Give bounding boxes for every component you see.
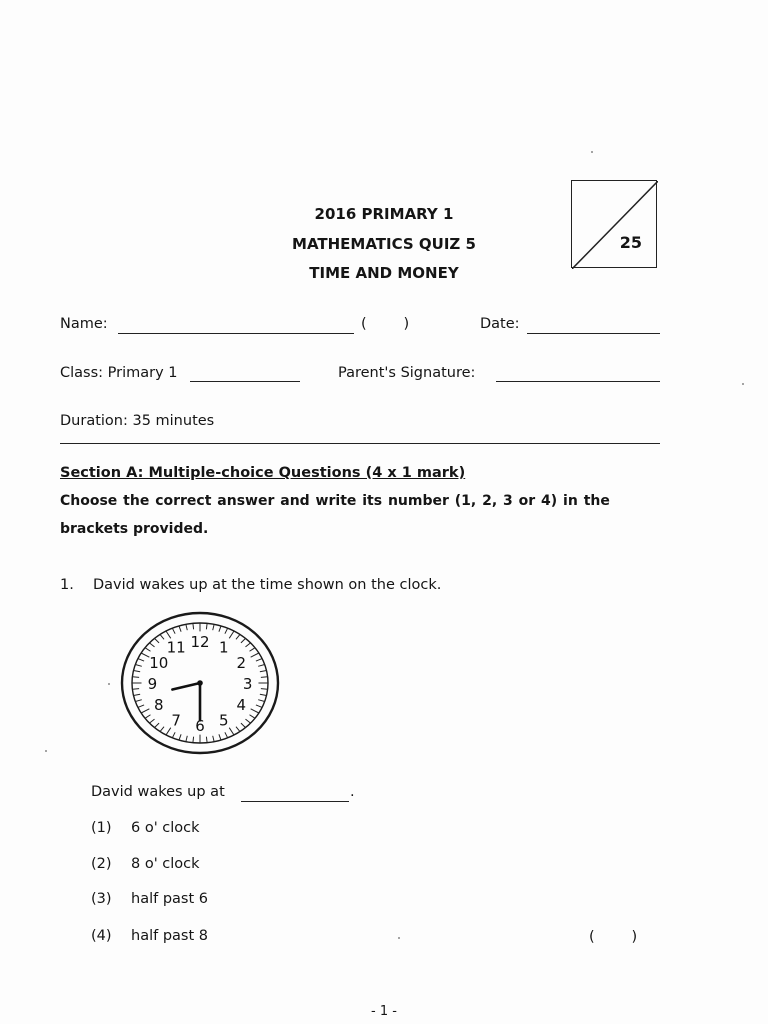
- date-field[interactable]: [527, 333, 660, 334]
- clock-tick: [229, 631, 234, 638]
- clock-tick: [251, 653, 259, 657]
- section-a-instruction-line2: brackets provided.: [60, 521, 209, 537]
- clock-tick: [225, 732, 228, 737]
- clock-numeral-10: 10: [149, 654, 169, 672]
- option-3-text[interactable]: half past 6: [131, 891, 208, 907]
- answer-blank[interactable]: [241, 801, 349, 802]
- clock-tick: [256, 659, 262, 661]
- clock-tick: [172, 628, 175, 633]
- clock-numeral-4: 4: [236, 696, 246, 714]
- clock-tick: [225, 628, 228, 633]
- quiz-title: MATHEMATICS QUIZ 5: [292, 235, 476, 253]
- clock-tick: [250, 715, 256, 719]
- clock-tick: [206, 623, 207, 629]
- clock-tick: [236, 634, 240, 639]
- scan-speck: [45, 750, 47, 752]
- duration: Duration: 35 minutes: [60, 413, 215, 429]
- class-label: Class: Primary 1: [60, 365, 178, 381]
- clock-numeral-2: 2: [236, 654, 246, 672]
- clock-tick: [241, 723, 246, 727]
- scan-speck: [108, 683, 110, 685]
- index-number-brackets[interactable]: ( ): [361, 316, 410, 332]
- name-label: Name:: [60, 316, 108, 332]
- clock-tick: [258, 700, 264, 702]
- clock-tick: [258, 664, 264, 666]
- clock-tick: [245, 643, 250, 647]
- clock-tick: [186, 624, 187, 630]
- parent-signature-label: Parent's Signature:: [338, 365, 476, 381]
- clock-tick: [213, 736, 214, 742]
- clock-tick: [132, 677, 139, 678]
- scan-speck: [742, 383, 744, 385]
- clock-tick: [166, 631, 171, 638]
- clock-tick: [149, 643, 154, 647]
- clock-tick: [261, 689, 268, 690]
- clock-tick: [145, 648, 151, 652]
- clock-tick: [193, 623, 194, 629]
- clock-tick: [256, 705, 262, 707]
- clock-numeral-5: 5: [219, 711, 229, 730]
- clock-tick: [138, 659, 144, 661]
- clock-tick: [186, 736, 187, 742]
- clock-numeral-8: 8: [154, 696, 164, 714]
- option-4-number: (4): [91, 928, 112, 944]
- question-prompt: David wakes up at: [91, 784, 225, 800]
- score-diagonal: [572, 181, 658, 269]
- question-text: David wakes up at the time shown on the clock.: [93, 577, 442, 593]
- score-box[interactable]: [571, 180, 657, 268]
- scan-speck: [591, 151, 593, 153]
- clock-tick: [236, 727, 240, 732]
- clock-tick: [141, 653, 149, 657]
- clock-numeral-7: 7: [171, 711, 181, 730]
- clock-tick: [229, 728, 234, 735]
- section-a-title: Section A: Multiple-choice Questions (4 x 1 mark): [60, 465, 466, 481]
- header-divider: [60, 443, 660, 444]
- clock-tick: [206, 737, 207, 743]
- clock-tick: [160, 634, 164, 639]
- clock-numeral-12: 12: [190, 633, 210, 651]
- class-field[interactable]: [190, 381, 300, 382]
- clock-numeral-9: 9: [147, 675, 158, 693]
- page-number: - 1 -: [371, 1004, 397, 1019]
- date-label: Date:: [480, 316, 520, 332]
- clock-tick: [193, 737, 194, 743]
- clock-tick: [261, 677, 268, 678]
- clock-hour-hand: [172, 683, 200, 690]
- clock-tick: [219, 734, 221, 740]
- clock-tick: [219, 626, 221, 632]
- question-number: 1.: [60, 577, 74, 593]
- option-2-text[interactable]: 8 o' clock: [131, 856, 200, 872]
- clock-tick: [213, 624, 214, 630]
- clock-tick: [241, 638, 246, 642]
- clock-tick: [166, 728, 171, 735]
- clock-tick: [172, 732, 175, 737]
- clock-tick: [154, 638, 159, 642]
- option-3-number: (3): [91, 891, 112, 907]
- clock-tick: [179, 626, 181, 632]
- clock-numeral-6: 6: [195, 717, 205, 735]
- clock-tick: [154, 723, 159, 727]
- answer-brackets[interactable]: ( ): [589, 929, 638, 945]
- clock-tick: [138, 705, 144, 707]
- name-field[interactable]: [118, 333, 354, 334]
- quiz-topic: TIME AND MONEY: [309, 264, 459, 282]
- clock-tick: [132, 689, 139, 690]
- prompt-period: .: [350, 784, 355, 800]
- clock-tick: [160, 727, 164, 732]
- clock-tick: [251, 709, 259, 713]
- clock-tick: [135, 664, 141, 666]
- clock-numeral-11: 11: [166, 638, 186, 657]
- clock-tick: [133, 694, 140, 695]
- clock-tick: [260, 671, 267, 672]
- clock-tick: [133, 671, 140, 672]
- clock-tick: [149, 719, 154, 723]
- clock-tick: [179, 734, 181, 740]
- section-a-instruction-line1: Choose the correct answer and write its number (1, 2, 3 or 4) in the: [60, 493, 610, 509]
- clock-tick: [135, 700, 141, 702]
- clock-tick: [245, 719, 250, 723]
- option-1-number: (1): [91, 820, 112, 836]
- clock-center-pin: [197, 680, 203, 686]
- parent-signature-field[interactable]: [496, 381, 660, 382]
- scan-speck: [398, 937, 400, 939]
- option-2-number: (2): [91, 856, 112, 872]
- option-4-text[interactable]: half past 8: [131, 928, 208, 944]
- clock-tick: [141, 709, 149, 713]
- clock-numeral-3: 3: [242, 675, 253, 693]
- clock-tick: [260, 694, 267, 695]
- clock-figure: [115, 608, 285, 758]
- clock-tick: [250, 648, 256, 652]
- score-total: 25: [619, 233, 642, 252]
- clock-numeral-1: 1: [219, 638, 229, 657]
- quiz-year-level: 2016 PRIMARY 1: [314, 205, 454, 223]
- clock-tick: [145, 715, 151, 719]
- option-1-text[interactable]: 6 o' clock: [131, 820, 200, 836]
